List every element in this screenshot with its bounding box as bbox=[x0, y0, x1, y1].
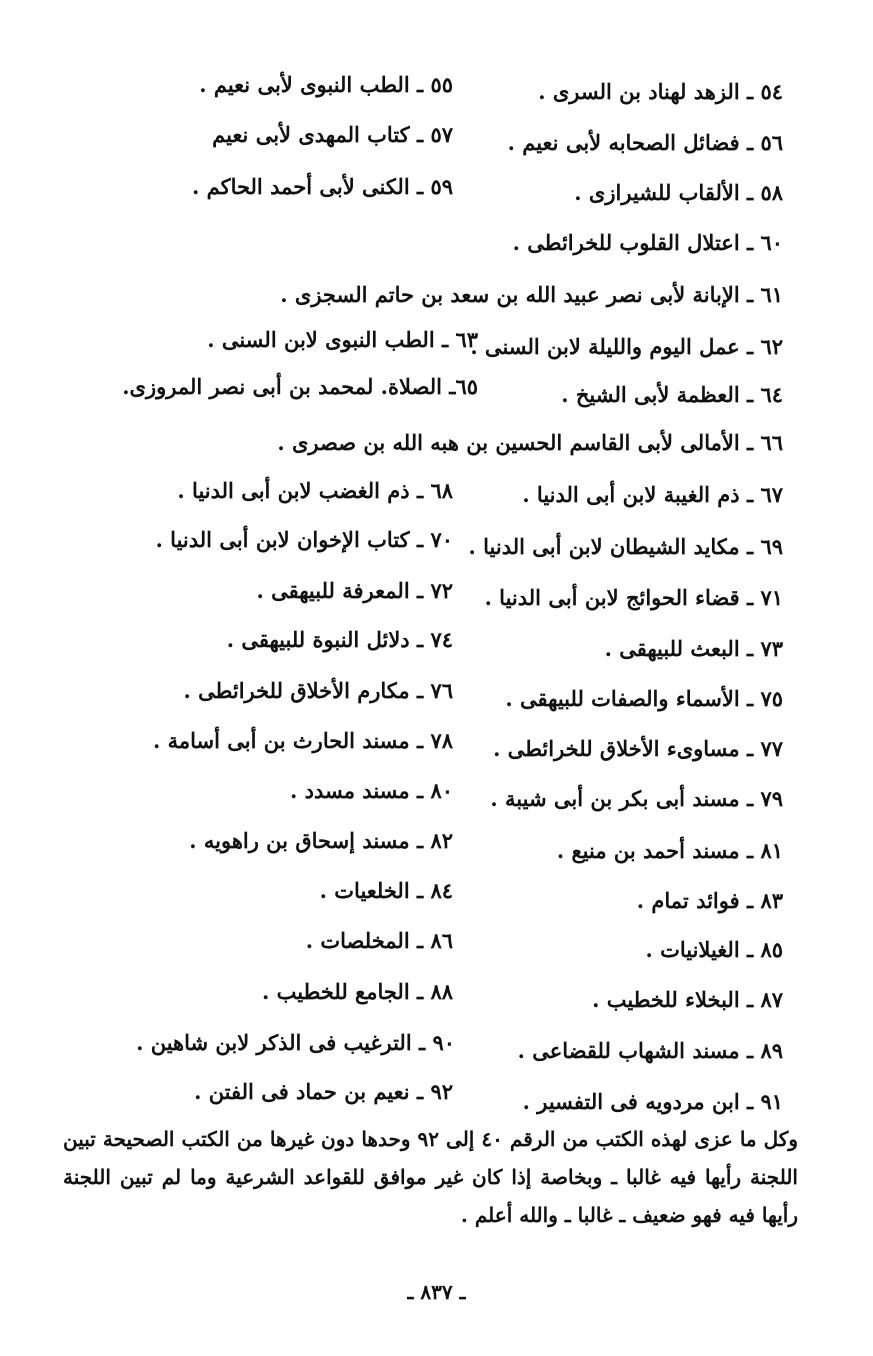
entry-58: ٥٨ ـ الألقاب للشيرازى . bbox=[574, 180, 783, 205]
entry-89: ٨٩ ـ مسند الشهاب للقضاعى . bbox=[517, 1038, 783, 1063]
entry-59: ٥٩ ـ الكنى لأبى أحمد الحاكم . bbox=[191, 174, 453, 199]
entry-66: ٦٦ ـ الأمالى لأبى القاسم الحسين بن هبه الله بن صصرى . bbox=[277, 430, 783, 455]
entry-79: ٧٩ ـ مسند أبى بكر بن أبى شيبة . bbox=[490, 786, 783, 811]
entry-81: ٨١ ـ مسند أحمد بن منيع . bbox=[556, 838, 783, 863]
entry-60: ٦٠ ـ اعتلال القلوب للخرائطى . bbox=[512, 230, 783, 255]
entry-87: ٨٧ ـ البخلاء للخطيب . bbox=[592, 987, 783, 1012]
entry-85: ٨٥ ـ الغيلانيات . bbox=[645, 937, 783, 962]
entry-56: ٥٦ ـ فضائل الصحابه لأبى نعيم . bbox=[507, 130, 783, 155]
entry-91: ٩١ ـ ابن مردويه فى التفسير . bbox=[522, 1089, 783, 1114]
closing-paragraph: وكل ما عزى لهذه الكتب من الرقم ٤٠ إلى ٩٢ وحدها دون غيرها من الكتب الصحيحة تبين اللجنة رأيها فيه غالبا ـ وبخاصة إذا كان غير موافق للقواعد الشرعية وما لم تبين اللجنة رأيها فيه فهو ضعيف ـ غالبا ـ والله أعلم . bbox=[63, 1127, 799, 1227]
entry-77: ٧٧ ـ مساوىء الأخلاق للخرائطى . bbox=[493, 736, 783, 761]
entry-71: ٧١ ـ قضاء الحوائج لابن أبى الدنيا . bbox=[484, 585, 783, 610]
entry-61: ٦١ ـ الإبانة لأبى نصر عبيد الله بن سعد بن حاتم السجزى . bbox=[280, 282, 783, 307]
entry-54: ٥٤ ـ الزهد لهناد بن السرى . bbox=[538, 79, 783, 104]
entry-73: ٧٣ ـ البعث للبيهقى . bbox=[604, 636, 783, 661]
entry-57: ٥٧ ـ كتاب المهدى لأبى نعيم bbox=[212, 122, 453, 147]
entry-69: ٦٩ ـ مكايد الشيطان لابن أبى الدنيا . bbox=[468, 534, 783, 559]
entry-75: ٧٥ ـ الأسماء والصفات للبيهقى . bbox=[505, 686, 783, 711]
entry-55: ٥٥ ـ الطب النبوى لأبى نعيم . bbox=[199, 72, 453, 97]
entry-88: ٨٨ ـ الجامع للخطيب . bbox=[262, 979, 453, 1004]
entry-67: ٦٧ ـ ذم الغيبة لابن أبى الدنيا . bbox=[522, 482, 783, 507]
entry-68: ٦٨ ـ ذم الغضب لابن أبى الدنيا . bbox=[177, 478, 453, 503]
entry-84: ٨٤ ـ الخلعيات . bbox=[319, 878, 453, 903]
entry-86: ٨٦ ـ المخلصات . bbox=[305, 928, 453, 953]
entry-63: ٦٣ ـ الطب النبوى لابن السنى . bbox=[207, 327, 478, 352]
entry-74: ٧٤ ـ دلائل النبوة للبيهقى . bbox=[226, 627, 453, 652]
entry-62: ٦٢ ـ عمل اليوم والليلة لابن السنى . bbox=[470, 334, 783, 359]
entry-90: ٩٠ ـ الترغيب فى الذكر لابن شاهين . bbox=[136, 1030, 455, 1055]
entry-76: ٧٦ ـ مكارم الأخلاق للخرائطى . bbox=[183, 678, 453, 703]
entry-80: ٨٠ ـ مسند مسدد . bbox=[290, 778, 453, 803]
entry-70: ٧٠ ـ كتاب الإخوان لابن أبى الدنيا . bbox=[155, 527, 453, 552]
entry-78: ٧٨ ـ مسند الحارث بن أبى أسامة . bbox=[153, 728, 453, 753]
page-number: ـ ٨٣٧ ـ bbox=[407, 1280, 466, 1304]
entry-92: ٩٢ ـ نعيم بن حماد فى الفتن . bbox=[194, 1079, 453, 1104]
entry-65: ٦٥ـ الصلاة. لمحمد بن أبى نصر المروزى. bbox=[122, 374, 478, 399]
entry-64: ٦٤ ـ العظمة لأبى الشيخ . bbox=[561, 382, 783, 407]
entry-82: ٨٢ ـ مسند إسحاق بن راهويه . bbox=[189, 828, 453, 853]
entry-83: ٨٣ ـ فوائد تمام . bbox=[636, 888, 783, 913]
entry-72: ٧٢ ـ المعرفة للبيهقى . bbox=[256, 578, 453, 603]
